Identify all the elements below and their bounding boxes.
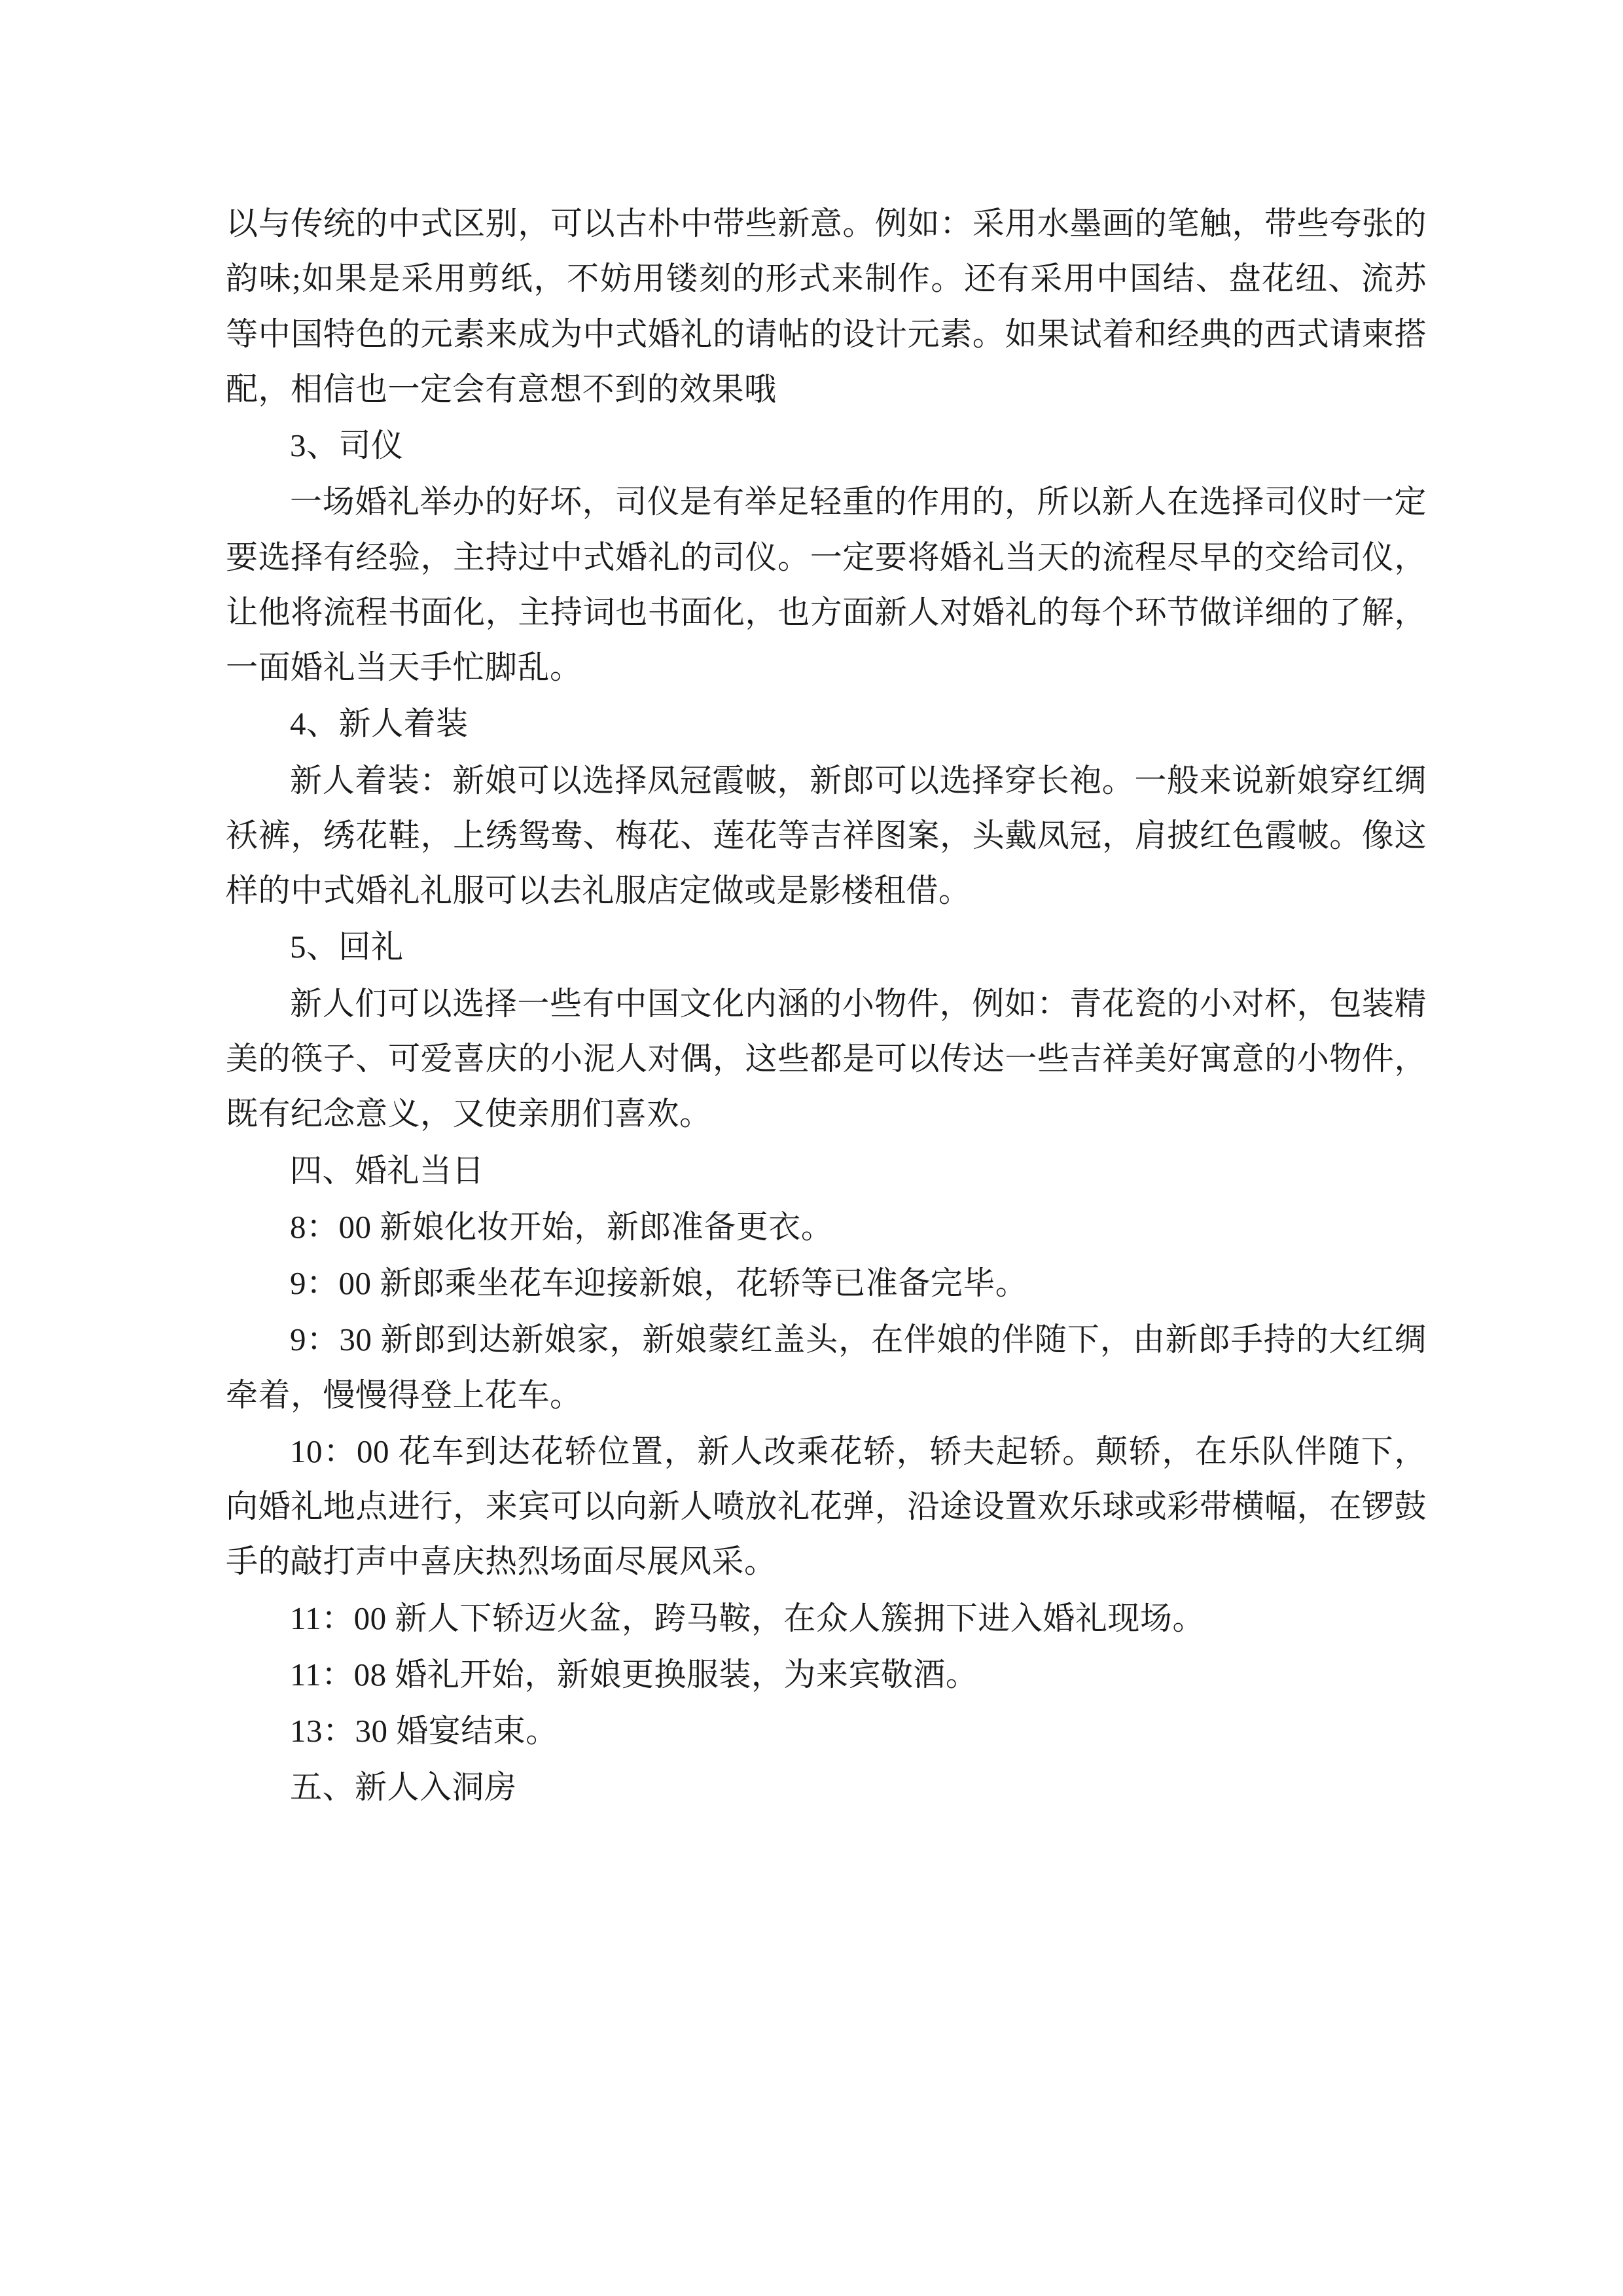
schedule-item-1330: 13：30 婚宴结束。 <box>290 1713 558 1749</box>
paragraph-item-5-body: 新人们可以选择一些有中国文化内涵的小物件，例如：青花瓷的小对杯，包装精美的筷子、可爱喜庆的小泥人对偶，这些都是可以传达一些吉祥美好寓意的小物件，既有纪念意义，又使亲朋们喜欢。 <box>226 985 1427 1132</box>
schedule-item-1108: 11：08 婚礼开始，新娘更换服装，为来宾敬酒。 <box>290 1656 978 1693</box>
schedule-item-1100: 11：00 新人下轿迈火盆，跨马鞍，在众人簇拥下进入婚礼现场。 <box>290 1600 1205 1636</box>
schedule-item-0800: 8：00 新娘化妆开始，新郎准备更衣。 <box>290 1208 834 1245</box>
schedule-item-0930: 9：30 新郎到达新娘家，新娘蒙红盖头，在伴娘的伴随下，由新郎手持的大红绸牵着，慢慢得登上花车。 <box>226 1321 1427 1413</box>
document-body <box>226 196 1427 1816</box>
heading-section-four: 四、婚礼当日 <box>290 1152 485 1189</box>
schedule-item-0900: 9：00 新郎乘坐花车迎接新娘，花轿等已准备完毕。 <box>290 1265 1028 1302</box>
heading-item-4: 4、新人着装 <box>290 706 469 742</box>
paragraph-intro: 以与传统的中式区别，可以古朴中带些新意。例如：采用水墨画的笔触，带些夸张的韵味;如果是采用剪纸，不妨用镂刻的形式来制作。还有采用中国结、盘花纽、流苏等中国特色的元素来成为中式婚礼的请帖的设计元素。如果试着和经典的西式请柬搭配，相信也一定会有意想不到的效果哦 <box>226 206 1427 407</box>
heading-item-5: 5、回礼 <box>290 929 404 965</box>
heading-section-five: 五、新人入洞房 <box>290 1769 517 1806</box>
schedule-item-1000: 10：00 花车到达花轿位置，新人改乘花轿，轿夫起轿。颠轿，在乐队伴随下，向婚礼地点进行，来宾可以向新人喷放礼花弹，沿途设置欢乐球或彩带横幅，在锣鼓手的敲打声中喜庆热烈场面尽展风采。 <box>226 1433 1427 1580</box>
heading-item-3: 3、司仪 <box>290 427 404 464</box>
paragraph-item-3-body: 一场婚礼举办的好坏，司仪是有举足轻重的作用的，所以新人在选择司仪时一定要选择有经验，主持过中式婚礼的司仪。一定要将婚礼当天的流程尽早的交给司仪，让他将流程书面化，主持词也书面化，也方面新人对婚礼的每个环节做详细的了解，一面婚礼当天手忙脚乱。 <box>226 484 1427 686</box>
paragraph-item-4-body: 新人着装：新娘可以选择凤冠霞帔，新郎可以选择穿长袍。一般来说新娘穿红绸袄裤，绣花鞋，上绣鸳鸯、梅花、莲花等吉祥图案，头戴凤冠，肩披红色霞帔。像这样的中式婚礼礼服可以去礼服店定做或是影楼租借。 <box>226 762 1427 909</box>
